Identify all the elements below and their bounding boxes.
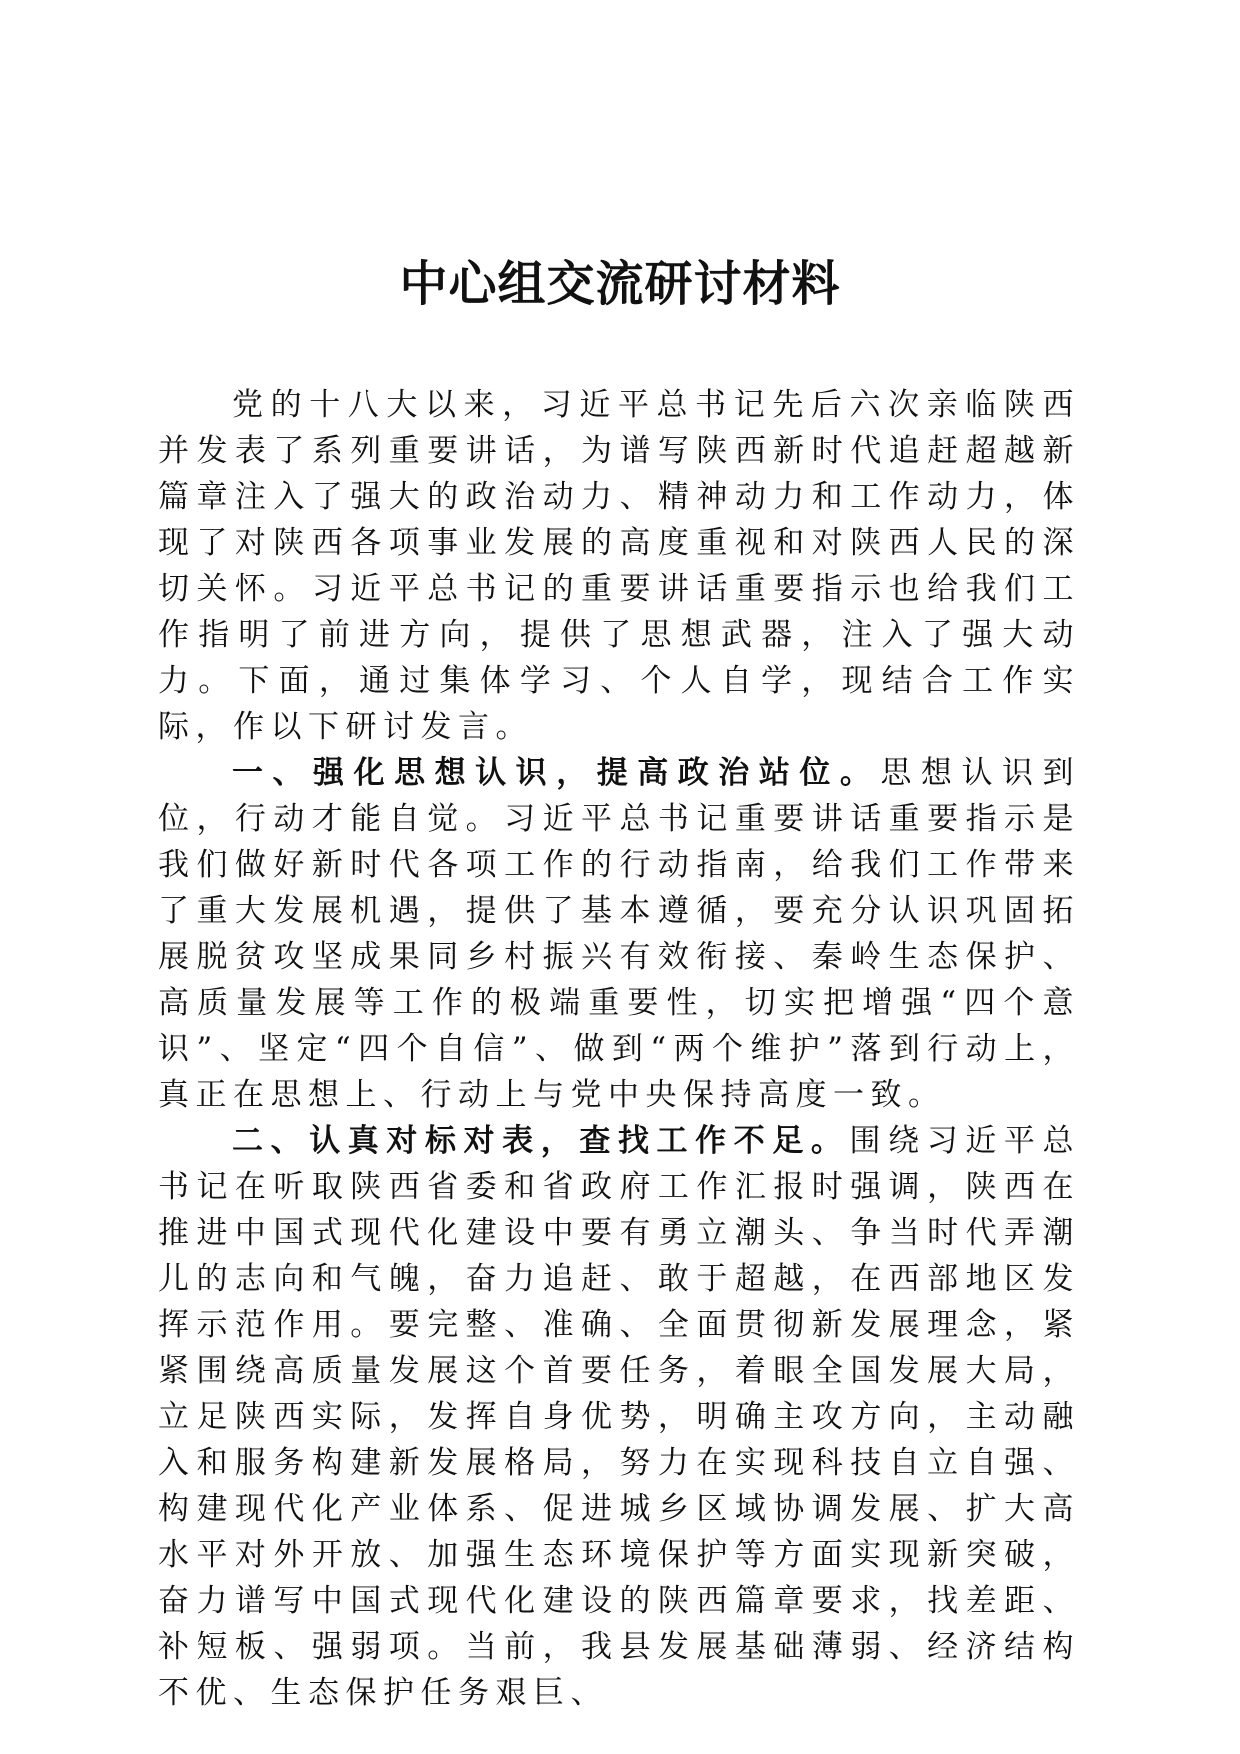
paragraph-text: 围绕习近平总书记在听取陕西省委和省政府工作汇报时强调，陕西在推进中国式现代化建设中要有勇立潮头、争当时代弄潮儿的志向和气魄，奋力追赶、敢于超越，在西部地区发挥示范作用。要完整、准确、全面贯彻新发展理念，紧紧围绕高质量发展这个首要任务，着眼全国发展大局，立足陕西实际，发挥自身优势，明确主攻方向，主动融入和服务构建新发展格局，努力在实现科技自立自强、构建现代化产业体系、促进城乡区域协调发展、扩大高水平对外开放、加强生态环境保护等方面实现新突破，奋力谱写中国式现代化建设的陕西篇章要求，找差距、补短板、强弱项。当前，我县发展基础薄弱、经济结构不优、生态保护任务艰巨、	[158, 1123, 1081, 1711]
paragraph-text: 思想认识到位，行动才能自觉。习近平总书记重要讲话重要指示是我们做好新时代各项工作的行动指南，给我们工作带来了重大发展机遇，提供了基本遵循，要充分认识巩固拓展脱贫攻坚成果同乡村振兴有效衔接、秦岭生态保护、高质量发展等工作的极端重要性，切实把增强“四个意识”、坚定“四个自信”、做到“两个维护”落到行动上，真正在思想上、行动上与党中央保持高度一致。	[158, 755, 1081, 1113]
paragraph-intro	[158, 382, 1080, 750]
document-title: 中心组交流研讨材料	[399, 256, 841, 312]
section-heading-2: 二、认真对标对表，查找工作不足。	[232, 1123, 850, 1159]
section-heading-1: 一、强化思想认识，提高政治站位。	[232, 755, 881, 791]
document-body	[158, 382, 1080, 1716]
paragraph-section-1	[158, 750, 1080, 1118]
paragraph-section-2	[158, 1118, 1080, 1716]
paragraph-text: 党的十八大以来，习近平总书记先后六次亲临陕西并发表了系列重要讲话，为谱写陕西新时代追赶超越新篇章注入了强大的政治动力、精神动力和工作动力，体现了对陕西各项事业发展的高度重视和对陕西人民的深切关怀。习近平总书记的重要讲话重要指示也给我们工作指明了前进方向，提供了思想武器，注入了强大动力。下面，通过集体学习、个人自学，现结合工作实际，作以下研讨发言。	[158, 387, 1080, 745]
